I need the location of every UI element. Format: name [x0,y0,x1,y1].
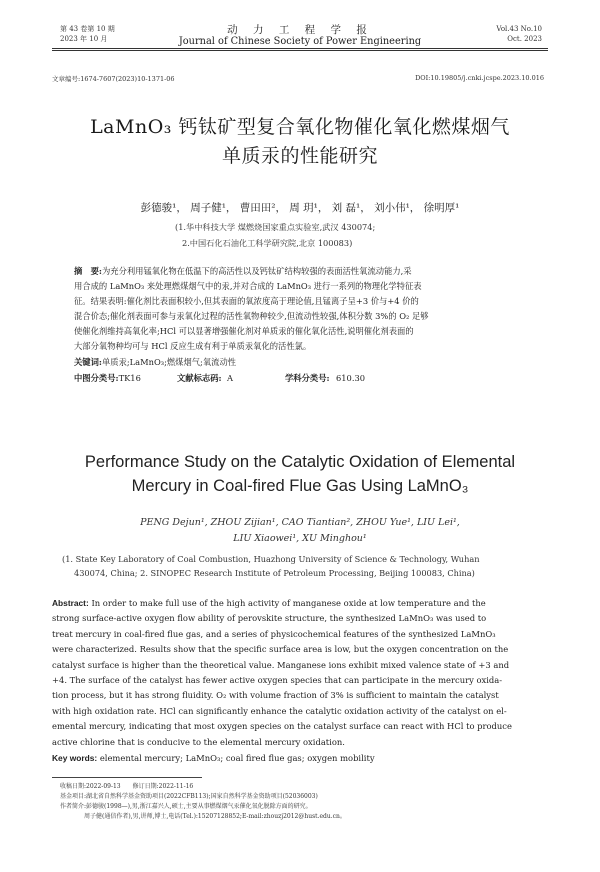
abstract-en-label: Abstract: [52,598,89,608]
authors-en-line2: LIU Xiaowei¹, XU Minghou¹ [233,533,367,544]
title-en-line1: Performance Study on the Catalytic Oxidation of Elemental [84,453,516,471]
header-rule-thin [52,50,548,51]
keywords-cn-value: 单质汞;LaMnO₃;燃煤烟气;氧流动性 [101,357,237,367]
footnote-rule [52,777,202,778]
article-number: 文章编号:1674-7607(2023)10-1371-06 [52,75,175,83]
keywords-en-label: Key words: [52,753,98,763]
subject-code-value: 610.30 [336,373,366,383]
header-rule [52,48,548,49]
affiliation-en-line2: 430074, China; 2. SINOPEC Research Institute of Petroleum Processing, Beijing 100083, China) [74,568,475,578]
affiliation-cn-line1: (1.华中科技大学 煤燃烧国家重点实验室,武汉 430074; [175,222,376,232]
footnote-author-intro: 作者简介:彭德骏(1998—),男,浙江嘉兴人,硕士,主要从事燃煤烟气汞催化氧化脱除方面的研究。 [60,803,312,810]
authors-cn: 彭德骏¹， 周子健¹， 曹田田²， 周 玥¹， 刘 磊¹， 刘小伟¹， 徐明厚¹ [140,202,460,214]
footnote-fund: 基金项目:湖北省自然科学基金资助项目(2022CFB113);国家自然科学基金资助项目(52036003) [60,793,318,800]
abstract-en-line: treat mercury in coal-fired flue gas, and a series of physicochemical features of the synthesized LaMnO₃ [52,628,496,639]
abstract-cn-line: 用合成的 LaMnO₃ 来处理燃煤烟气中的汞,并对合成的 LaMnO₃ 进行一系列的物理化学特征表 [74,281,422,291]
abstract-en-line: with high oxidation rate. HCl can significantly enhance the catalytic oxidation activity of the catalyst on el- [52,705,507,716]
keywords-cn-label: 关键词: [74,357,102,367]
clc-value: TK16 [118,373,141,383]
abstract-en-line: tion process, but it has strong fluidity. O₂ with volume fraction of 3% is sufficient to maintain the catalyst [52,690,499,701]
title-cn-line2: 单质汞的性能研究 [221,145,378,167]
affiliation-en-line1: (1. State Key Laboratory of Coal Combustion, Huazhong University of Science & Technology, Wuhan [62,554,480,564]
authors-en-line1: PENG Dejun¹, ZHOU Zijian¹, CAO Tiantian², ZHOU Yue¹, LIU Lei¹, [140,517,460,528]
header-date-en: Oct. 2023 [507,35,542,43]
abstract-cn-line: 使催化剂维持高氧化率;HCl 可以显著增强催化剂对单质汞的催化氧化活性,说明催化剂表面的 [74,326,414,336]
footnote-received: 收稿日期:2022-09-13 修订日期:2022-11-16 [60,783,194,790]
abstract-en-line: Abstract: In order to make full use of the high activity of manganese oxide at low temperature and the [52,598,486,608]
abstract-cn-line: 摘 要:为充分利用锰氧化物在低温下的高活性以及钙钛矿结构较强的表面活性氧流动能力,采 [74,266,412,276]
header-date-cn: 2023 年 10 月 [60,35,108,43]
affiliation-cn-line2: 2.中国石化石油化工科学研究院,北京 100083) [182,238,353,248]
abstract-cn-line: 混合价态;催化剂表面可参与汞氧化过程的活性氧物种较少,但流动性较强,体积分数 3%的 O₂ 足够 [74,311,429,321]
title-cn-line1: LaMnO₃ 钙钛矿型复合氧化物催化氧化燃煤烟气 [90,116,510,138]
doi: DOI:10.19805/j.cnki.jcspe.2023.10.016 [415,74,544,82]
doc-code-value: A [227,373,233,383]
abstract-en-line: strong surface-active oxygen flow ability of perovskite structure, the synthesized LaMnO₃ was used to [52,613,487,624]
journal-name-en: Journal of Chinese Society of Power Engineering [178,36,422,47]
header-volume-en: Vol.43 No.10 [496,25,542,33]
abstract-en-line: +4. The surface of the catalyst has fewer active oxygen species that can participate in the mercury oxida- [52,675,503,686]
keywords-cn [74,355,236,370]
abstract-cn-line: 征。结果表明:催化剂比表面积较小,但其表面的氧浓度高于理论值,且锰离子呈+3 价与+4 价的 [74,296,419,306]
classification-cn: 中图分类号:TK16 文献标志码: A 学科分类号: 610.30 [74,371,544,386]
abstract-en-line: active chlorine that is conducive to the elemental mercury oxidation. [52,736,345,747]
header-volume-cn: 第 43 卷第 10 期 [60,25,115,33]
abstract-en-line: emental mercury, indicating that most oxygen species on the catalyst surface can react with HCl to produce [52,721,512,732]
abstract-cn [74,264,546,354]
abstract-cn-label: 摘 要: [74,266,102,276]
journal-name-cn: 动 力 工 程 学 报 [227,24,373,36]
abstract-en [52,596,548,750]
keywords-en [52,753,375,763]
abstract-en-line: catalyst surface is higher than the theoretical value. Manganese ions exhibit mixed valence state of +3 and [52,659,510,670]
footnote-corresponding: 周子健(通信作者),男,讲师,博士,电话(Tel.):15207128852;E-mail:zhouzj2012@hust.edu.cn。 [84,813,346,820]
footnotes [60,782,548,822]
affiliation-en [62,552,542,580]
keywords-en-value: elemental mercury; LaMnO₃; coal fired flue gas; oxygen mobility [99,753,375,763]
abstract-cn-line: 大部分氧物种均可与 HCl 反应生成有利于单质汞氧化的活性氯。 [74,341,312,351]
abstract-en-line: were characterized. Results show that the specific surface area is low, but the oxygen concentration on the [52,644,509,655]
title-en-line2: Mercury in Coal-fired Flue Gas Using LaMnO₃ [131,477,469,495]
